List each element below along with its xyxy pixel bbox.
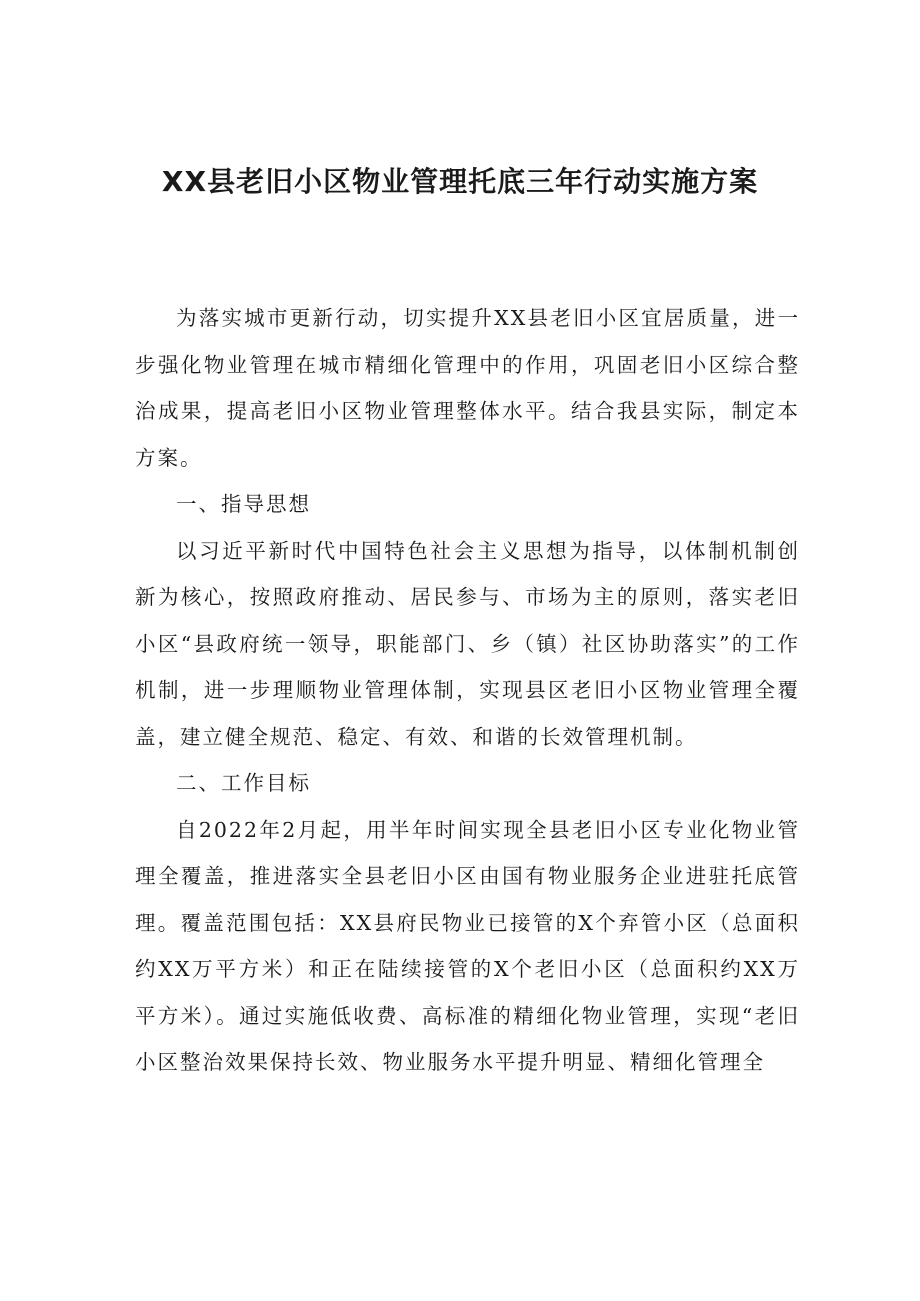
section-paragraph-guiding-ideology: 以习近平新时代中国特色社会主义思想为指导，以体制机制创新为核心，按照政府推动、居民参与、市场为主的原则，落实老旧小区“县政府统一领导，职能部门、乡（镇）社区协助落实”的工作机制，进一步理顺物业管理体制，实现县区老旧小区物业管理全覆盖，建立健全规范、稳定、有效、和谐的长效管理机制。 [135,538,800,749]
intro-paragraph: 为落实城市更新行动，切实提升XX县老旧小区宜居质量，进一步强化物业管理在城市精细化管理中的作用，巩固老旧小区综合整治成果，提高老旧小区物业管理整体水平。结合我县实际，制定本方案。 [135,306,800,470]
document-body [135,295,800,1086]
section-heading-guiding-ideology: 一、指导思想 [176,492,311,516]
section-paragraph-work-goals: 自2022年2月起，用半年时间实现全县老旧小区专业化物业管理全覆盖，推进落实全县老旧小区由国有物业服务企业进驻托底管理。覆盖范围包括：XX县府民物业已接管的X个弃管小区（总面积约XX万平方米）和正在陆续接管的X个老旧小区（总面积约XX万平方米）。通过实施低收费、高标准的精细化物业管理，实现“老旧小区整治效果保持长效、物业服务水平提升明显、精细化管理全 [135,817,800,1074]
document-title: XX县老旧小区物业管理托底三年行动实施方案 [161,165,759,198]
section-heading-work-goals: 二、工作目标 [176,771,311,795]
